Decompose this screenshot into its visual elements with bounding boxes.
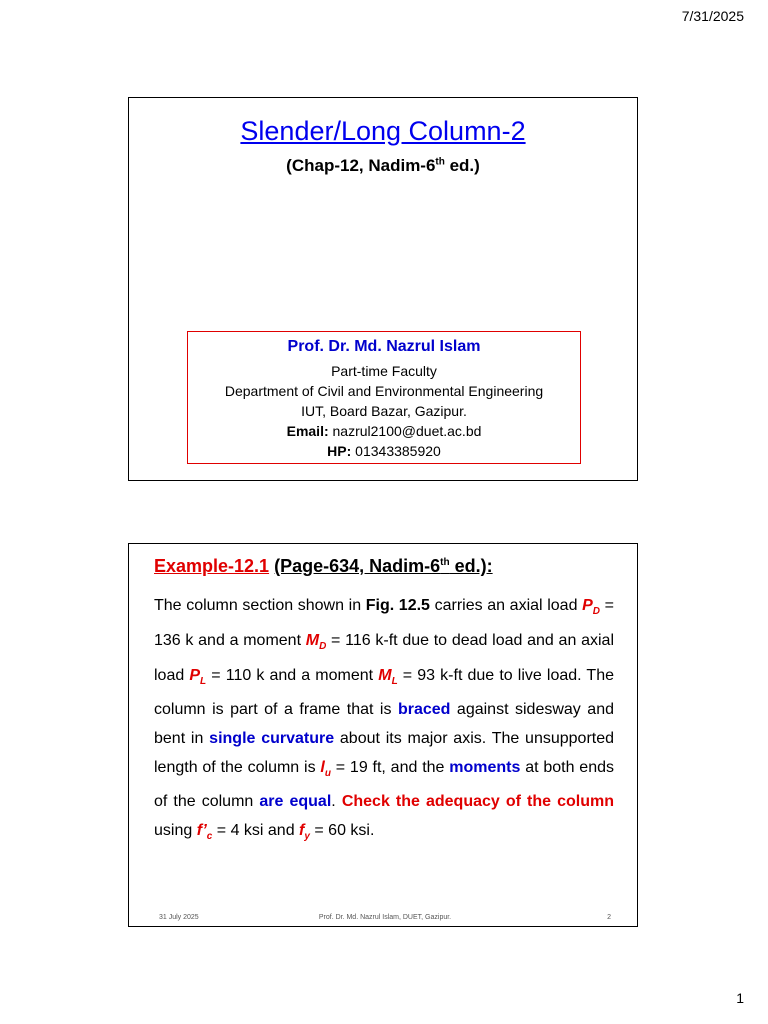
slide-footer-author: Prof. Dr. Md. Nazrul Islam, DUET, Gazipur. <box>318 914 452 921</box>
author-role: Part-time Faculty <box>331 363 437 379</box>
example-problem-text: The column section shown in Fig. 12.5 carries an axial load $P_D = 136$ k and a moment $M_D = 116$ k-ft due to dead load and an axial load $P_L = 110$ k and a moment $M_L = 93$ k-ft due to live load. The column is part of a frame that is braced against sidesway and bent in single curvature about its major axis. The unsupported length of the column is $l_u = 19$ ft, and the moments at both ends of the column are equal. Check the adequacy of the column using $f’_c = 4$ ksi and $f_y = 60$ ksi. <box>154 597 615 843</box>
slide-title: Slender/Long Column-2 <box>240 116 526 146</box>
example-heading: Example-12.1 (Page-634, Nadim-6th ed.): <box>154 556 493 576</box>
author-name: Prof. Dr. Md. Nazrul Islam <box>287 338 481 355</box>
slide-1 <box>128 97 638 481</box>
page-number: 1 <box>736 990 744 1006</box>
slide-2 <box>128 543 638 927</box>
slide-footer-date: 31 July 2025 <box>159 914 199 921</box>
author-department: Department of Civil and Environmental Engineering <box>224 383 544 399</box>
slide-footer-number: 2 <box>607 914 611 921</box>
author-institution: IUT, Board Bazar, Gazipur. <box>301 403 467 419</box>
author-info-box <box>187 331 581 464</box>
author-email: Email: nazrul2100@duet.ac.bd <box>286 423 482 439</box>
author-phone: HP: 01343385920 <box>327 443 441 459</box>
slide-subtitle: (Chap-12, Nadim-6th ed.) <box>286 156 480 175</box>
print-date: 7/31/2025 <box>681 8 744 24</box>
